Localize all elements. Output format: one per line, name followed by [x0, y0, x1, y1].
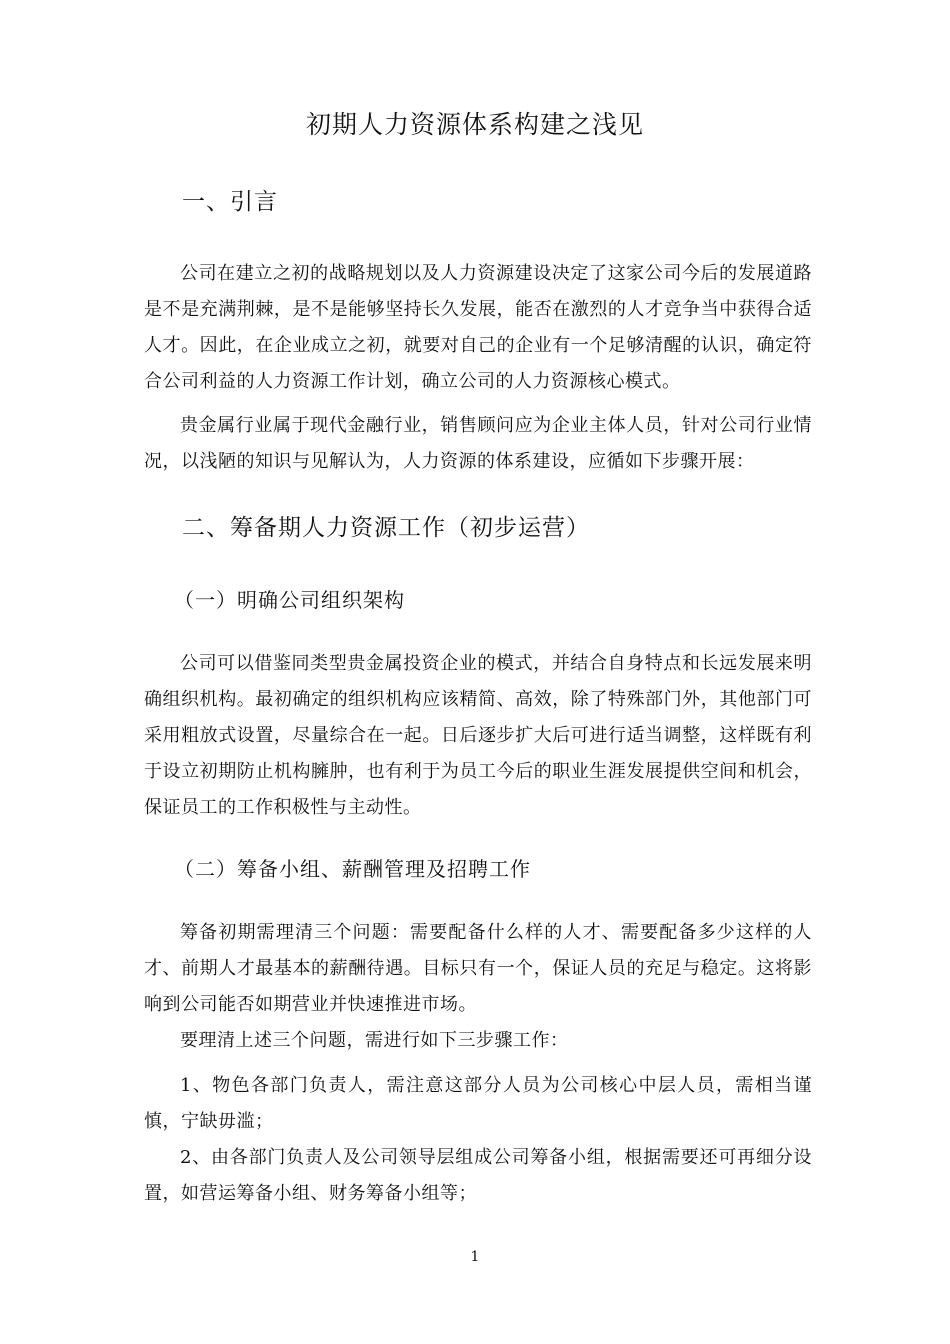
introduction-paragraph-1: 公司在建立之初的战略规划以及人力资源建设决定了这家公司今后的发展道路是不是充满荆棘，是不是能够坚持长久发展，能否在激烈的人才竞争当中获得合适人才。因此，在企业成立之初，就要对自己的企业有一个足够清醒的认识，确定符合公司利益的人力资源工作计划，确立公司的人力资源核心模式。	[144, 263, 812, 392]
recruitment-paragraph-2: 要理清上述三个问题，需进行如下三步骤工作：	[180, 1030, 569, 1051]
section-heading-introduction: 一、引言	[182, 189, 278, 215]
page-number: 1	[470, 1249, 480, 1265]
subsection-heading-recruitment: （二）筹备小组、薪酬管理及招聘工作	[174, 857, 531, 881]
introduction-paragraph-2: 贵金属行业属于现代金融行业，销售顾问应为企业主体人员，针对公司行业情况，以浅陋的知识与见解认为，人力资源的体系建设，应循如下步骤开展：	[144, 415, 812, 472]
document-title: 初期人力资源体系构建之浅见	[305, 110, 644, 139]
step-item-2: 2、由各部门负责人及公司领导层组成公司筹备小组，根据需要还可再细分设置，如营运筹备小组、财务筹备小组等；	[144, 1147, 812, 1204]
recruitment-paragraph-1: 筹备初期需理清三个问题：需要配备什么样的人才、需要配备多少这样的人才、前期人才最基本的薪酬待遇。目标只有一个，保证人员的充足与稳定。这将影响到公司能否如期营业并快速推进市场。	[144, 922, 812, 1015]
subsection-heading-organization: （一）明确公司组织架构	[174, 588, 405, 612]
organization-paragraph: 公司可以借鉴同类型贵金属投资企业的模式，并结合自身特点和长远发展来明确组织机构。最初确定的组织机构应该精简、高效，除了特殊部门外，其他部门可采用粗放式设置，尽量综合在一起。日后逐步扩大后可进行适当调整，这样既有利于设立初期防止机构臃肿，也有利于为员工今后的职业生涯发展提供空间和机会，保证员工的工作积极性与主动性。	[144, 653, 812, 818]
step-item-1: 1、物色各部门负责人，需注意这部分人员为公司核心中层人员，需相当谨慎，宁缺毋滥；	[144, 1075, 812, 1132]
section-heading-preparation: 二、筹备期人力资源工作（初步运营）	[182, 515, 590, 541]
